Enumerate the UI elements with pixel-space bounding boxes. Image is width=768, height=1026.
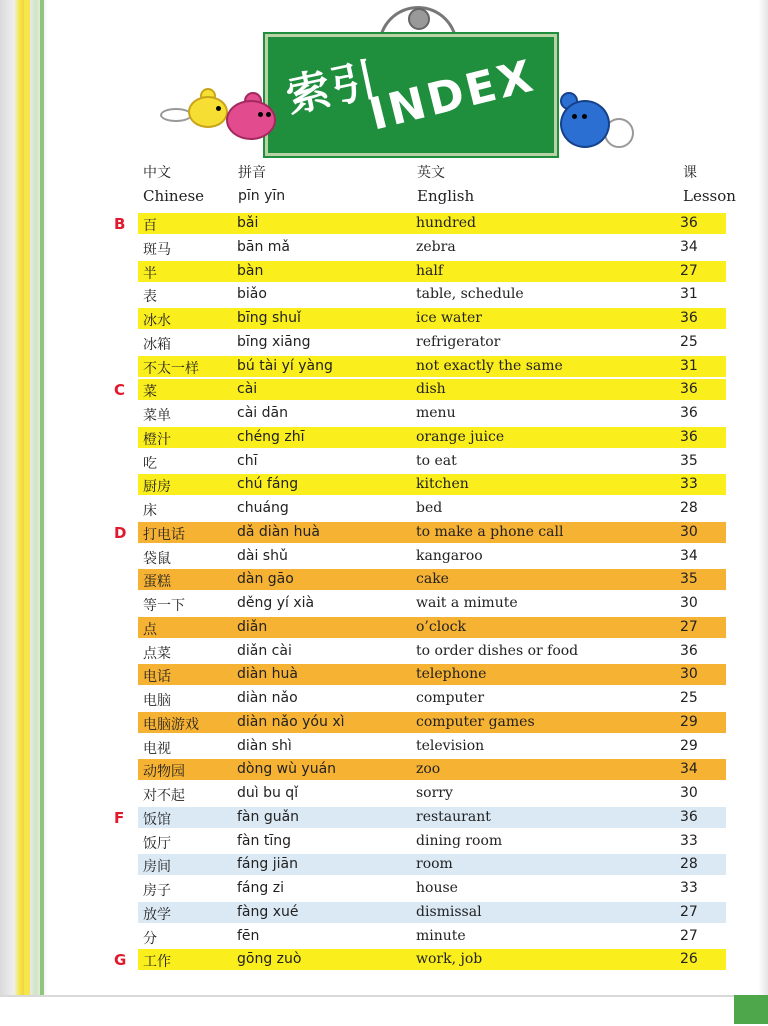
table-row bbox=[0, 355, 768, 379]
header-pinyin-zh: 拼音 bbox=[238, 165, 266, 181]
chinese-term: 斑马 bbox=[143, 241, 171, 258]
table-row bbox=[0, 877, 768, 901]
chinese-term: 橙汁 bbox=[143, 431, 171, 448]
chinese-term: 放学 bbox=[143, 906, 171, 923]
lesson-number: 29 bbox=[680, 713, 698, 730]
chinese-term: 床 bbox=[143, 503, 157, 519]
lesson-number: 33 bbox=[680, 476, 698, 493]
english-meaning: half bbox=[416, 262, 444, 279]
lesson-number: 30 bbox=[680, 523, 698, 540]
lesson-number: 25 bbox=[680, 690, 698, 706]
header-pinyin-en: pīn yīn bbox=[238, 188, 286, 204]
english-meaning: sorry bbox=[416, 785, 453, 801]
header-lesson-zh: 课 bbox=[683, 165, 697, 181]
header-chinese-zh: 中文 bbox=[143, 165, 171, 181]
pinyin: cài bbox=[237, 381, 258, 398]
english-meaning: house bbox=[416, 880, 458, 896]
table-row bbox=[0, 260, 768, 284]
pinyin: biǎo bbox=[237, 286, 267, 303]
lesson-number: 36 bbox=[680, 808, 698, 825]
pinyin: dài shǔ bbox=[237, 547, 288, 564]
chinese-term: 百 bbox=[143, 218, 157, 234]
english-meaning: minute bbox=[416, 927, 466, 944]
english-meaning: kitchen bbox=[416, 476, 469, 493]
pinyin: chéng zhī bbox=[237, 428, 305, 445]
table-row bbox=[0, 426, 768, 450]
english-meaning: not exactly the same bbox=[416, 357, 563, 374]
lesson-number: 29 bbox=[680, 737, 698, 754]
index-table bbox=[0, 212, 768, 972]
english-meaning: work, job bbox=[416, 951, 483, 968]
lesson-number: 36 bbox=[680, 642, 698, 659]
pinyin: fēn bbox=[237, 927, 260, 944]
pinyin: děng yí xià bbox=[237, 595, 315, 611]
english-meaning: dining room bbox=[416, 832, 503, 849]
chinese-term: 工作 bbox=[143, 954, 171, 971]
lesson-number: 27 bbox=[680, 618, 698, 635]
chinese-term: 冰水 bbox=[143, 313, 171, 329]
table-row bbox=[0, 473, 768, 497]
pinyin: cài dān bbox=[237, 405, 288, 421]
table-row bbox=[0, 948, 768, 972]
pinyin: fáng jiān bbox=[237, 856, 298, 873]
table-row bbox=[0, 497, 768, 521]
english-meaning: kangaroo bbox=[416, 547, 483, 564]
pinyin: bīng shuǐ bbox=[237, 310, 301, 326]
header-english-en: English bbox=[417, 187, 475, 205]
chinese-term: 饭馆 bbox=[143, 811, 171, 828]
english-meaning: refrigerator bbox=[416, 333, 501, 350]
lesson-number: 35 bbox=[680, 452, 698, 469]
lesson-number: 36 bbox=[680, 310, 698, 326]
pinyin: chī bbox=[237, 452, 258, 469]
english-meaning: table, schedule bbox=[416, 286, 524, 303]
english-meaning: wait a mimute bbox=[416, 595, 518, 611]
english-meaning: hundred bbox=[416, 215, 476, 231]
section-letter: F bbox=[114, 808, 125, 827]
lesson-number: 36 bbox=[680, 428, 698, 445]
english-meaning: dish bbox=[416, 381, 446, 398]
chinese-term: 分 bbox=[143, 930, 157, 947]
table-row bbox=[0, 616, 768, 640]
english-meaning: orange juice bbox=[416, 428, 505, 445]
table-row bbox=[0, 331, 768, 355]
chinese-term: 厨房 bbox=[143, 479, 171, 496]
pinyin: chuáng bbox=[237, 500, 289, 516]
lesson-number: 25 bbox=[680, 333, 698, 350]
section-letter: B bbox=[114, 215, 126, 233]
chinese-term: 电脑 bbox=[143, 693, 171, 709]
chinese-term: 电脑游戏 bbox=[143, 716, 199, 733]
english-meaning: bed bbox=[416, 500, 443, 516]
chinese-term: 电话 bbox=[143, 669, 171, 686]
lesson-number: 31 bbox=[680, 286, 698, 303]
table-row bbox=[0, 212, 768, 236]
table-row bbox=[0, 283, 768, 307]
pinyin: fàn tīng bbox=[237, 832, 291, 849]
pinyin: diǎn cài bbox=[237, 642, 292, 659]
lesson-number: 31 bbox=[680, 357, 698, 374]
lesson-number: 27 bbox=[680, 927, 698, 944]
pinyin: fàn guǎn bbox=[237, 808, 300, 825]
chinese-term: 蛋糕 bbox=[143, 574, 171, 591]
page-bottom-edge bbox=[0, 995, 768, 1026]
pinyin: gōng zuò bbox=[237, 951, 302, 968]
pinyin: diǎn bbox=[237, 618, 268, 635]
table-row bbox=[0, 806, 768, 830]
english-meaning: zebra bbox=[416, 238, 456, 255]
chinese-term: 表 bbox=[143, 289, 157, 306]
sign-pin-icon bbox=[408, 8, 430, 30]
lesson-number: 30 bbox=[680, 785, 698, 801]
pinyin: dòng wù yuán bbox=[237, 761, 337, 778]
pinyin: fàng xué bbox=[237, 903, 299, 920]
pinyin: diàn shì bbox=[237, 737, 292, 754]
lesson-number: 34 bbox=[680, 547, 698, 564]
table-row bbox=[0, 711, 768, 735]
table-row bbox=[0, 378, 768, 402]
table-row bbox=[0, 450, 768, 474]
chinese-term: 点菜 bbox=[143, 645, 171, 662]
chinese-term: 点 bbox=[143, 621, 157, 638]
lesson-number: 27 bbox=[680, 903, 698, 920]
pinyin: bān mǎ bbox=[237, 238, 291, 255]
pinyin: dàn gāo bbox=[237, 571, 294, 588]
pink-mouse-icon bbox=[226, 100, 276, 140]
pinyin: bīng xiāng bbox=[237, 333, 311, 350]
table-row bbox=[0, 568, 768, 592]
english-meaning: to order dishes or food bbox=[416, 642, 579, 659]
table-row bbox=[0, 592, 768, 616]
lesson-number: 28 bbox=[680, 500, 698, 516]
english-meaning: to make a phone call bbox=[416, 523, 564, 540]
english-meaning: computer games bbox=[416, 713, 535, 730]
pinyin: bàn bbox=[237, 262, 264, 279]
table-row bbox=[0, 925, 768, 949]
english-meaning: restaurant bbox=[416, 808, 491, 825]
lesson-number: 34 bbox=[680, 238, 698, 255]
pinyin: chú fáng bbox=[237, 476, 299, 493]
next-page-tab bbox=[734, 995, 768, 1024]
lesson-number: 36 bbox=[680, 405, 698, 421]
chinese-term: 打电话 bbox=[143, 526, 185, 543]
yellow-mouse-icon bbox=[188, 96, 228, 128]
section-letter: D bbox=[114, 523, 127, 542]
table-row bbox=[0, 307, 768, 331]
lesson-number: 36 bbox=[680, 381, 698, 398]
lesson-number: 35 bbox=[680, 571, 698, 588]
english-meaning: cake bbox=[416, 571, 449, 588]
table-row bbox=[0, 830, 768, 854]
blue-mouse-icon bbox=[560, 100, 610, 148]
chinese-term: 袋鼠 bbox=[143, 550, 171, 567]
pinyin: duì bu qǐ bbox=[237, 785, 299, 801]
lesson-number: 33 bbox=[680, 832, 698, 849]
chinese-term: 不太一样 bbox=[143, 360, 199, 377]
pinyin: diàn nǎo yóu xì bbox=[237, 713, 345, 730]
english-meaning: zoo bbox=[416, 761, 441, 778]
chinese-term: 菜单 bbox=[143, 408, 171, 424]
english-meaning: room bbox=[416, 856, 453, 873]
lesson-number: 30 bbox=[680, 666, 698, 683]
lesson-number: 28 bbox=[680, 856, 698, 873]
table-row bbox=[0, 521, 768, 545]
chinese-term: 饭厅 bbox=[143, 835, 171, 852]
lesson-number: 34 bbox=[680, 761, 698, 778]
pinyin: bǎi bbox=[237, 215, 259, 231]
table-row bbox=[0, 663, 768, 687]
table-row bbox=[0, 402, 768, 426]
table-row bbox=[0, 782, 768, 806]
english-meaning: o’clock bbox=[416, 618, 466, 635]
header-lesson-en: Lesson bbox=[683, 187, 736, 205]
chinese-term: 吃 bbox=[143, 455, 157, 472]
english-meaning: dismissal bbox=[416, 903, 482, 920]
table-row bbox=[0, 236, 768, 260]
section-letter: C bbox=[114, 381, 126, 400]
chinese-term: 冰箱 bbox=[143, 336, 171, 353]
english-meaning: telephone bbox=[416, 666, 487, 683]
lesson-number: 36 bbox=[680, 215, 698, 231]
lesson-number: 33 bbox=[680, 880, 698, 896]
header-english-zh: 英文 bbox=[417, 165, 445, 181]
chinese-term: 动物园 bbox=[143, 764, 185, 781]
pinyin: diàn huà bbox=[237, 666, 299, 683]
pinyin: dǎ diàn huà bbox=[237, 523, 320, 540]
index-title-chinese: 索引 bbox=[281, 53, 383, 123]
english-meaning: to eat bbox=[416, 452, 457, 469]
english-meaning: menu bbox=[416, 405, 456, 421]
lesson-number: 26 bbox=[680, 951, 698, 968]
table-row bbox=[0, 640, 768, 664]
english-meaning: ice water bbox=[416, 310, 482, 326]
chinese-term: 对不起 bbox=[143, 788, 185, 804]
chinese-term: 等一下 bbox=[143, 598, 185, 614]
english-meaning: television bbox=[416, 737, 485, 754]
table-row bbox=[0, 853, 768, 877]
chinese-term: 电视 bbox=[143, 740, 171, 757]
chinese-term: 菜 bbox=[143, 384, 157, 401]
section-letter: G bbox=[114, 951, 127, 970]
pinyin: fáng zi bbox=[237, 880, 284, 896]
chinese-term: 房间 bbox=[143, 859, 171, 876]
table-row bbox=[0, 735, 768, 759]
table-row bbox=[0, 901, 768, 925]
header-chinese-en: Chinese bbox=[143, 187, 205, 205]
lesson-number: 27 bbox=[680, 262, 698, 279]
chinese-term: 房子 bbox=[143, 883, 171, 899]
index-title-english: INDEX bbox=[364, 50, 541, 141]
chinese-term: 半 bbox=[143, 265, 157, 282]
table-row bbox=[0, 687, 768, 711]
english-meaning: computer bbox=[416, 690, 485, 706]
lesson-number: 30 bbox=[680, 595, 698, 611]
table-row bbox=[0, 545, 768, 569]
pinyin: diàn nǎo bbox=[237, 690, 298, 706]
pinyin: bú tài yí yàng bbox=[237, 357, 333, 374]
table-row bbox=[0, 758, 768, 782]
